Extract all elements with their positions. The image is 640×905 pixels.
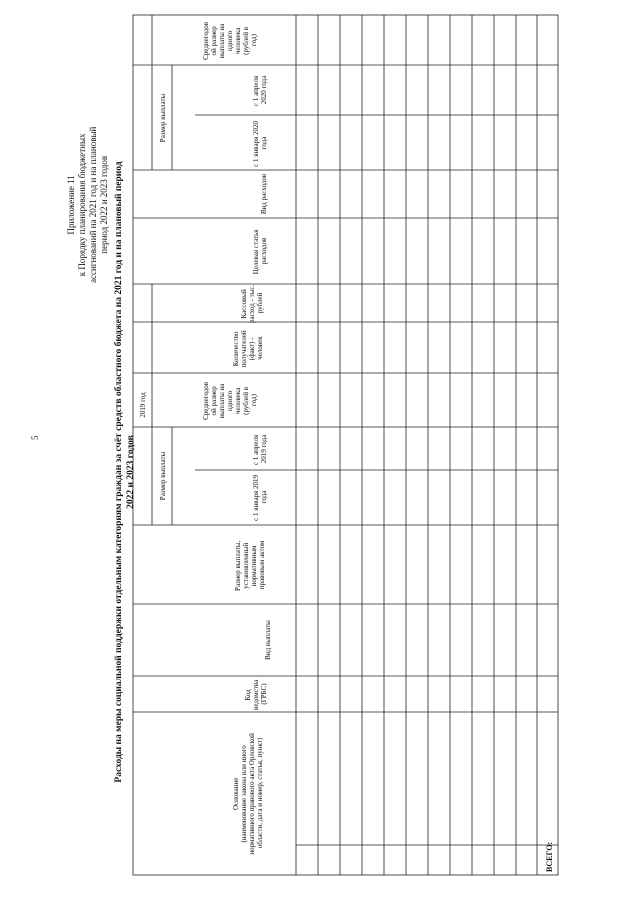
total-label: ВСЕГО: bbox=[545, 841, 554, 872]
header-labels bbox=[139, 20, 272, 855]
header-budget-article: Целевая статья расходов bbox=[252, 229, 268, 275]
appendix-line: к Порядку планирования бюджетных bbox=[77, 133, 87, 277]
header-payment-size-2019: Размер выплаты bbox=[159, 451, 167, 501]
header-avg-payment-2020: Среднегодов ой размер выплаты на одного человека (рублей в год) bbox=[202, 21, 258, 60]
appendix-line: ассигнований на 2021 год и на плановый bbox=[88, 126, 98, 283]
header-jan-2019: с 1 января 2019 года bbox=[252, 474, 268, 521]
header-cash-expense: Кассовый расход - тыс. рублей bbox=[240, 284, 264, 323]
header-year-2019: 2019 год bbox=[139, 392, 147, 418]
table-grid bbox=[133, 15, 558, 875]
header-avg-payment-2019: Среднегодов ой размер выплаты на одного человека (рублей в год) bbox=[202, 381, 258, 420]
appendix-line: период 2022 и 2023 годов bbox=[99, 155, 109, 254]
header-payment-amount-act: Размер выплаты, установленный нормативным правовым актом bbox=[234, 540, 266, 591]
header-dept-code: Код ведомства (ГРБС) bbox=[244, 679, 268, 710]
title-line: Расходы на меры социальной поддержки отдельным категориям граждан за счёт средств областного бюджета на 2021 год и на плановый период bbox=[114, 161, 124, 783]
title-line: 2022 и 2023 годов bbox=[126, 435, 136, 509]
header-payment-size-2020: Размер выплаты bbox=[159, 93, 167, 143]
page-number: 5 bbox=[30, 435, 40, 440]
appendix-line: Приложение 11 bbox=[66, 175, 76, 235]
header-expense-type: Вид расходов bbox=[260, 173, 268, 215]
header-apr-2020: с 1 апреля 2020 года bbox=[252, 75, 268, 106]
header-jan-2020: с 1 января 2020 года bbox=[252, 120, 268, 167]
header-basis: Основание (наименование закона или иного нормативного правового акта Орловской области, дата и номер, статья, пункт) bbox=[232, 733, 264, 855]
header-apr-2019: с 1 апреля 2019 года bbox=[252, 434, 268, 465]
header-payment-type: Вид выплаты bbox=[264, 620, 272, 660]
header-recipients: Количество получателей (факт) - человек bbox=[232, 330, 264, 368]
